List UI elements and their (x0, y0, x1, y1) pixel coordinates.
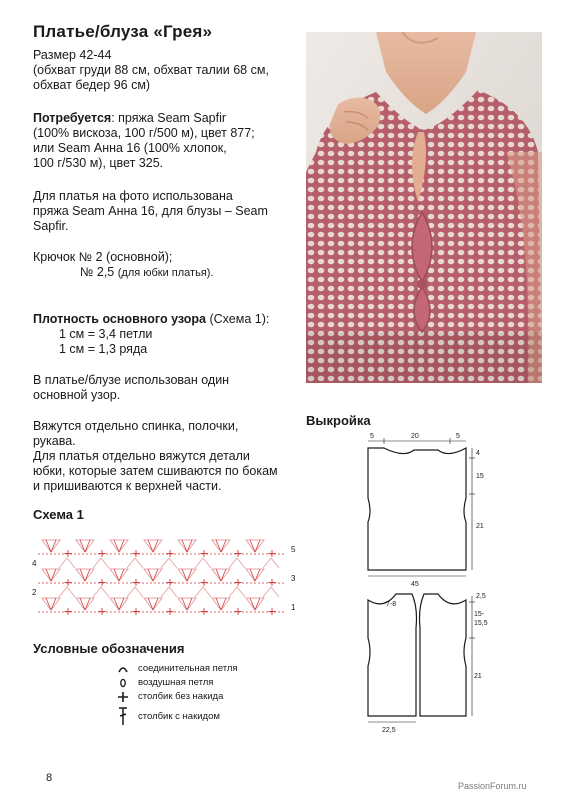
legend-label: соединительная петля (138, 663, 238, 674)
yarn-note-line-2: пряжа Seam Анна 16, для блузы – Seam (33, 204, 268, 218)
hooks-line-1: Крючок № 2 (основной); (33, 250, 173, 264)
front-right-outline (420, 594, 467, 716)
dim-right-3: 21 (476, 523, 484, 530)
scheme-arch (229, 558, 245, 568)
page-number: 8 (46, 772, 53, 784)
density-label: Плотность основного узора (33, 312, 206, 326)
scheme-cross (99, 550, 106, 557)
scheme-fan (42, 569, 60, 581)
parts-note-line-4: юбки, которые затем сшиваются по бокам (33, 464, 278, 478)
scheme-fan (178, 569, 196, 581)
hooks-line-2b: (для юбки платья). (117, 267, 214, 279)
materials-label: Потребуется (33, 111, 112, 125)
scheme-fan (76, 540, 94, 552)
scheme-cross (167, 550, 174, 557)
scheme-fan (110, 540, 128, 552)
scheme-fan-stitch (114, 569, 124, 581)
scheme-arch (59, 587, 75, 597)
scheme-fan-stitch (80, 598, 90, 610)
dim-neck: 7-8 (386, 601, 397, 608)
scheme-fan-stitch (114, 540, 124, 552)
scheme-cross (269, 550, 276, 557)
scheme-arch (195, 558, 211, 568)
size-block (33, 48, 269, 93)
scheme-cross (235, 550, 242, 557)
legend-label: столбик с накидом (138, 711, 220, 722)
chain-stitch-icon (116, 676, 130, 690)
dim-right-2: 15 (476, 473, 484, 480)
parts-note (33, 419, 278, 494)
scheme-fan-stitch (216, 598, 226, 610)
row-label-5: 5 (291, 545, 296, 554)
scheme-fan (246, 569, 264, 581)
scheme-arch (93, 558, 109, 568)
scheme-fan-stitch (182, 569, 192, 581)
scheme-fan (178, 540, 196, 552)
scheme-fan-stitch (250, 569, 260, 581)
scheme-cross (133, 550, 140, 557)
scheme-fan (76, 569, 94, 581)
scheme-cross (201, 550, 208, 557)
scheme-fan (110, 598, 128, 610)
scheme-cross (133, 579, 140, 586)
row-label-2: 2 (32, 588, 37, 597)
scheme-fan (144, 540, 162, 552)
density-suffix: (Схема 1): (206, 312, 270, 326)
pattern-note-line-1: В платье/блузе использован один (33, 373, 230, 387)
scheme-fan (246, 540, 264, 552)
dim-front-bottom: 22,5 (382, 727, 396, 734)
density-block (33, 312, 269, 357)
scheme-fan-stitch (148, 598, 158, 610)
yarn-note (33, 189, 268, 234)
scheme-cross (167, 608, 174, 615)
scheme-fan (76, 598, 94, 610)
double-crochet-icon (116, 706, 130, 726)
yarn-note-line-3: Sapfir. (33, 219, 69, 233)
scheme-fan (42, 540, 60, 552)
watermark: PassionForum.ru (458, 781, 527, 791)
materials-line-1: : пряжа Seam Sapfir (111, 111, 227, 125)
materials-line-3: или Seam Анна 16 (100% хлопок, (33, 141, 227, 155)
materials-block (33, 111, 255, 171)
scheme-arch (161, 587, 177, 597)
row-label-1: 1 (291, 603, 296, 612)
parts-note-line-2: рукава. (33, 434, 76, 448)
dim-bottom: 45 (411, 581, 419, 588)
parts-note-line-1: Вяжутся отдельно спинка, полочки, (33, 419, 239, 433)
page-title: Платье/блуза «Грея» (33, 22, 213, 41)
scheme-fan-stitch (46, 569, 56, 581)
dim-front-right-3: 21 (474, 673, 482, 680)
scheme-fan (144, 598, 162, 610)
scheme-fan-stitch (114, 598, 124, 610)
garment-photo (306, 32, 542, 383)
scheme-motifs (38, 540, 286, 615)
size-line: Размер 42-44 (33, 48, 112, 62)
scheme-fan (212, 569, 230, 581)
single-crochet-icon (116, 690, 130, 704)
scheme-fan-stitch (80, 569, 90, 581)
row-label-3: 3 (291, 574, 296, 583)
legend-label: воздушная петля (138, 677, 214, 688)
front-pattern-diagram (356, 588, 496, 738)
parts-note-line-3: Для платья отдельно вяжутся детали (33, 449, 250, 463)
scheme-arch (229, 587, 245, 597)
crochet-scheme-chart (28, 532, 300, 618)
scheme-fan (42, 598, 60, 610)
scheme-cross (269, 608, 276, 615)
scheme-fan-stitch (148, 569, 158, 581)
scheme-fan-stitch (216, 569, 226, 581)
dim-front-right-2b: 15,5 (474, 620, 488, 627)
scheme-arch (161, 558, 177, 568)
pattern-note-line-2: основной узор. (33, 388, 121, 402)
scheme-title: Схема 1 (33, 507, 84, 522)
measurements-line-1: (обхват груди 88 см, обхват талии 68 см, (33, 63, 269, 77)
back-pattern-diagram (356, 428, 496, 588)
scheme-arch (195, 587, 211, 597)
scheme-fan-stitch (182, 540, 192, 552)
scheme-fan-stitch (216, 540, 226, 552)
pattern-note (33, 373, 229, 403)
materials-line-4: 100 г/530 м), цвет 325. (33, 156, 164, 170)
scheme-fan (110, 569, 128, 581)
scheme-arch (127, 558, 143, 568)
scheme-cross (201, 579, 208, 586)
scheme-cross (65, 579, 72, 586)
scheme-cross (99, 579, 106, 586)
materials-line-2: (100% вискоза, 100 г/500 м), цвет 877; (33, 126, 255, 140)
dim-top-right: 5 (456, 433, 460, 440)
scheme-cross (167, 579, 174, 586)
scheme-arch (59, 558, 75, 568)
scheme-fan-stitch (46, 540, 56, 552)
scheme-fan (212, 540, 230, 552)
scheme-fan-stitch (250, 540, 260, 552)
scheme-cross (65, 550, 72, 557)
legend-title: Условные обозначения (33, 641, 185, 656)
scheme-fan-stitch (46, 598, 56, 610)
scheme-arch (127, 587, 143, 597)
dim-top-middle: 20 (411, 433, 419, 440)
scheme-fan-stitch (80, 540, 90, 552)
legend-label: столбик без накида (138, 691, 224, 702)
dim-front-right-1: 2,5 (476, 593, 486, 600)
scheme-fan-stitch (250, 598, 260, 610)
scheme-arch (263, 587, 279, 597)
scheme-cross (65, 608, 72, 615)
scheme-fan (212, 598, 230, 610)
front-left-outline (368, 594, 417, 716)
hooks-line-2a: № 2,5 (80, 265, 118, 279)
scheme-fan-stitch (148, 540, 158, 552)
scheme-cross (235, 579, 242, 586)
density-line-2: 1 см = 1,3 ряда (59, 342, 148, 356)
scheme-fan (246, 598, 264, 610)
scheme-cross (133, 608, 140, 615)
scheme-cross (99, 608, 106, 615)
scheme-arch (93, 587, 109, 597)
back-piece-outline (368, 448, 466, 570)
scheme-cross (201, 608, 208, 615)
measurements-line-2: обхват бедер 96 см) (33, 78, 151, 92)
scheme-arch (263, 558, 279, 568)
parts-note-line-5: и пришиваются к верхней части. (33, 479, 222, 493)
scheme-cross (269, 579, 276, 586)
scheme-cross (235, 608, 242, 615)
hooks-block (33, 250, 214, 281)
yarn-note-line-1: Для платья на фото использована (33, 189, 233, 203)
scheme-fan-stitch (182, 598, 192, 610)
dim-front-right-2: 15- (474, 611, 485, 618)
density-line-1: 1 см = 3,4 петли (59, 327, 153, 341)
row-label-4: 4 (32, 559, 37, 568)
scheme-fan (178, 598, 196, 610)
pattern-title: Выкройка (306, 413, 371, 428)
dim-top-left: 5 (370, 433, 374, 440)
slip-stitch-icon (116, 662, 130, 676)
scheme-fan (144, 569, 162, 581)
dim-right-1: 4 (476, 450, 480, 457)
